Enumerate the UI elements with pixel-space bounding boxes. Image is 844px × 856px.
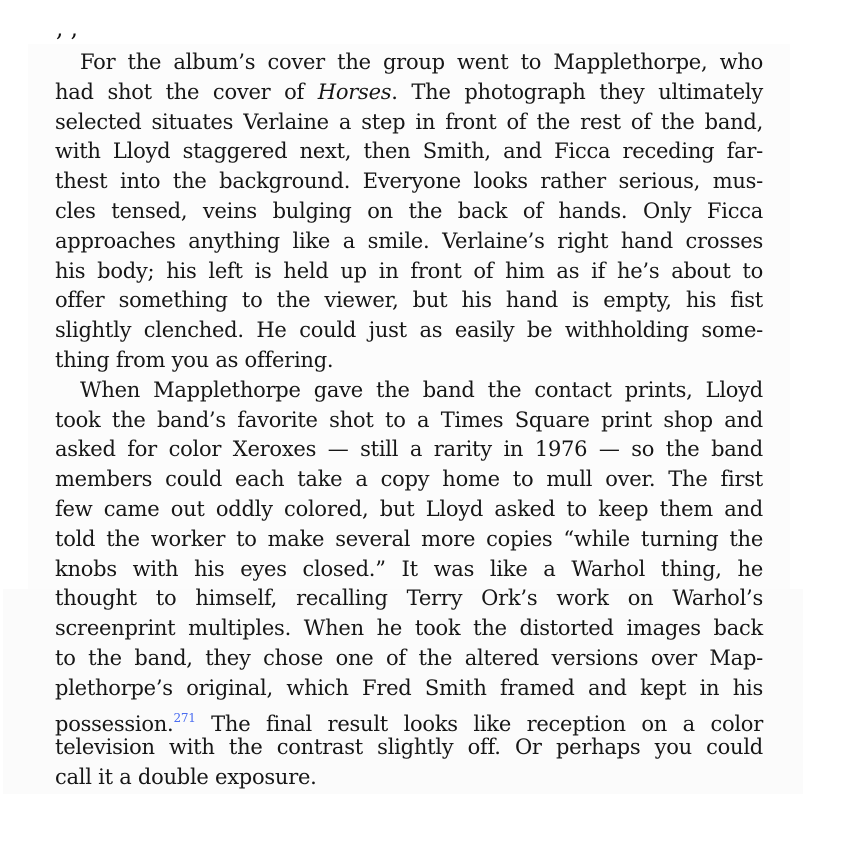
text-line: asked for color Xeroxes — still a rarity in 1976 — so the band <box>55 437 763 462</box>
text-line: slightly clenched. He could just as easily be withholding some- <box>55 318 763 343</box>
text-line: call it a double exposure. <box>55 765 317 790</box>
text-line: took the band’s favorite shot to a Times Square print shop and <box>55 407 763 432</box>
cutoff-previous-line <box>56 22 356 46</box>
text-line: selected situates Verlaine a step in front of the rest of the band, <box>55 109 763 134</box>
text-line: told the worker to make several more copies “while turning the <box>55 526 763 551</box>
text-line: offer something to the viewer, but his hand is empty, his fist <box>55 288 763 313</box>
text-line: approaches anything like a smile. Verlaine’s right hand crosses <box>55 228 763 253</box>
text-line: members could each take a copy home to mull over. The first <box>55 467 763 492</box>
text-line: thought to himself, recalling Terry Ork’s work on Warhol’s <box>55 586 763 611</box>
text-line: his body; his left is held up in front of him as if he’s about to <box>55 258 763 283</box>
text-line: thest into the background. Everyone looks rather serious, mus- <box>55 169 763 194</box>
text-line: with Lloyd staggered next, then Smith, and Ficca receding far- <box>55 139 763 164</box>
text-line: For the album’s cover the group went to Mapplethorpe, who <box>80 50 763 74</box>
paragraph-2 <box>55 376 763 793</box>
text-line: possession.$^{271}$ The final result looks like reception on a color <box>55 710 763 736</box>
text-line: When Mapplethorpe gave the band the contact prints, Lloyd <box>80 377 763 402</box>
album-title-horses: Horses <box>317 79 392 104</box>
text-line: knobs with his eyes closed.” It was like a Warhol thing, he <box>55 556 763 581</box>
text-line: thing from you as offering. <box>55 347 334 372</box>
footnote-link[interactable]: 271 <box>173 710 196 725</box>
text-line: had shot the cover of Horses. The photograph they ultimately <box>55 79 764 104</box>
paragraph-1 <box>55 48 763 376</box>
text-line: to the band, they chose one of the altered versions over Map- <box>55 645 763 670</box>
cutoff-text: , , <box>56 22 78 42</box>
text-line: few came out oddly colored, but Lloyd asked to keep them and <box>55 496 763 521</box>
text-line: plethorpe’s original, which Fred Smith framed and kept in his <box>55 675 763 700</box>
text-line: television with the contrast slightly off. Or perhaps you could <box>55 735 763 760</box>
text-line: screenprint multiples. When he took the distorted images back <box>55 616 763 641</box>
text-line: cles tensed, veins bulging on the back of hands. Only Ficca <box>55 198 763 223</box>
body-text <box>55 48 763 793</box>
